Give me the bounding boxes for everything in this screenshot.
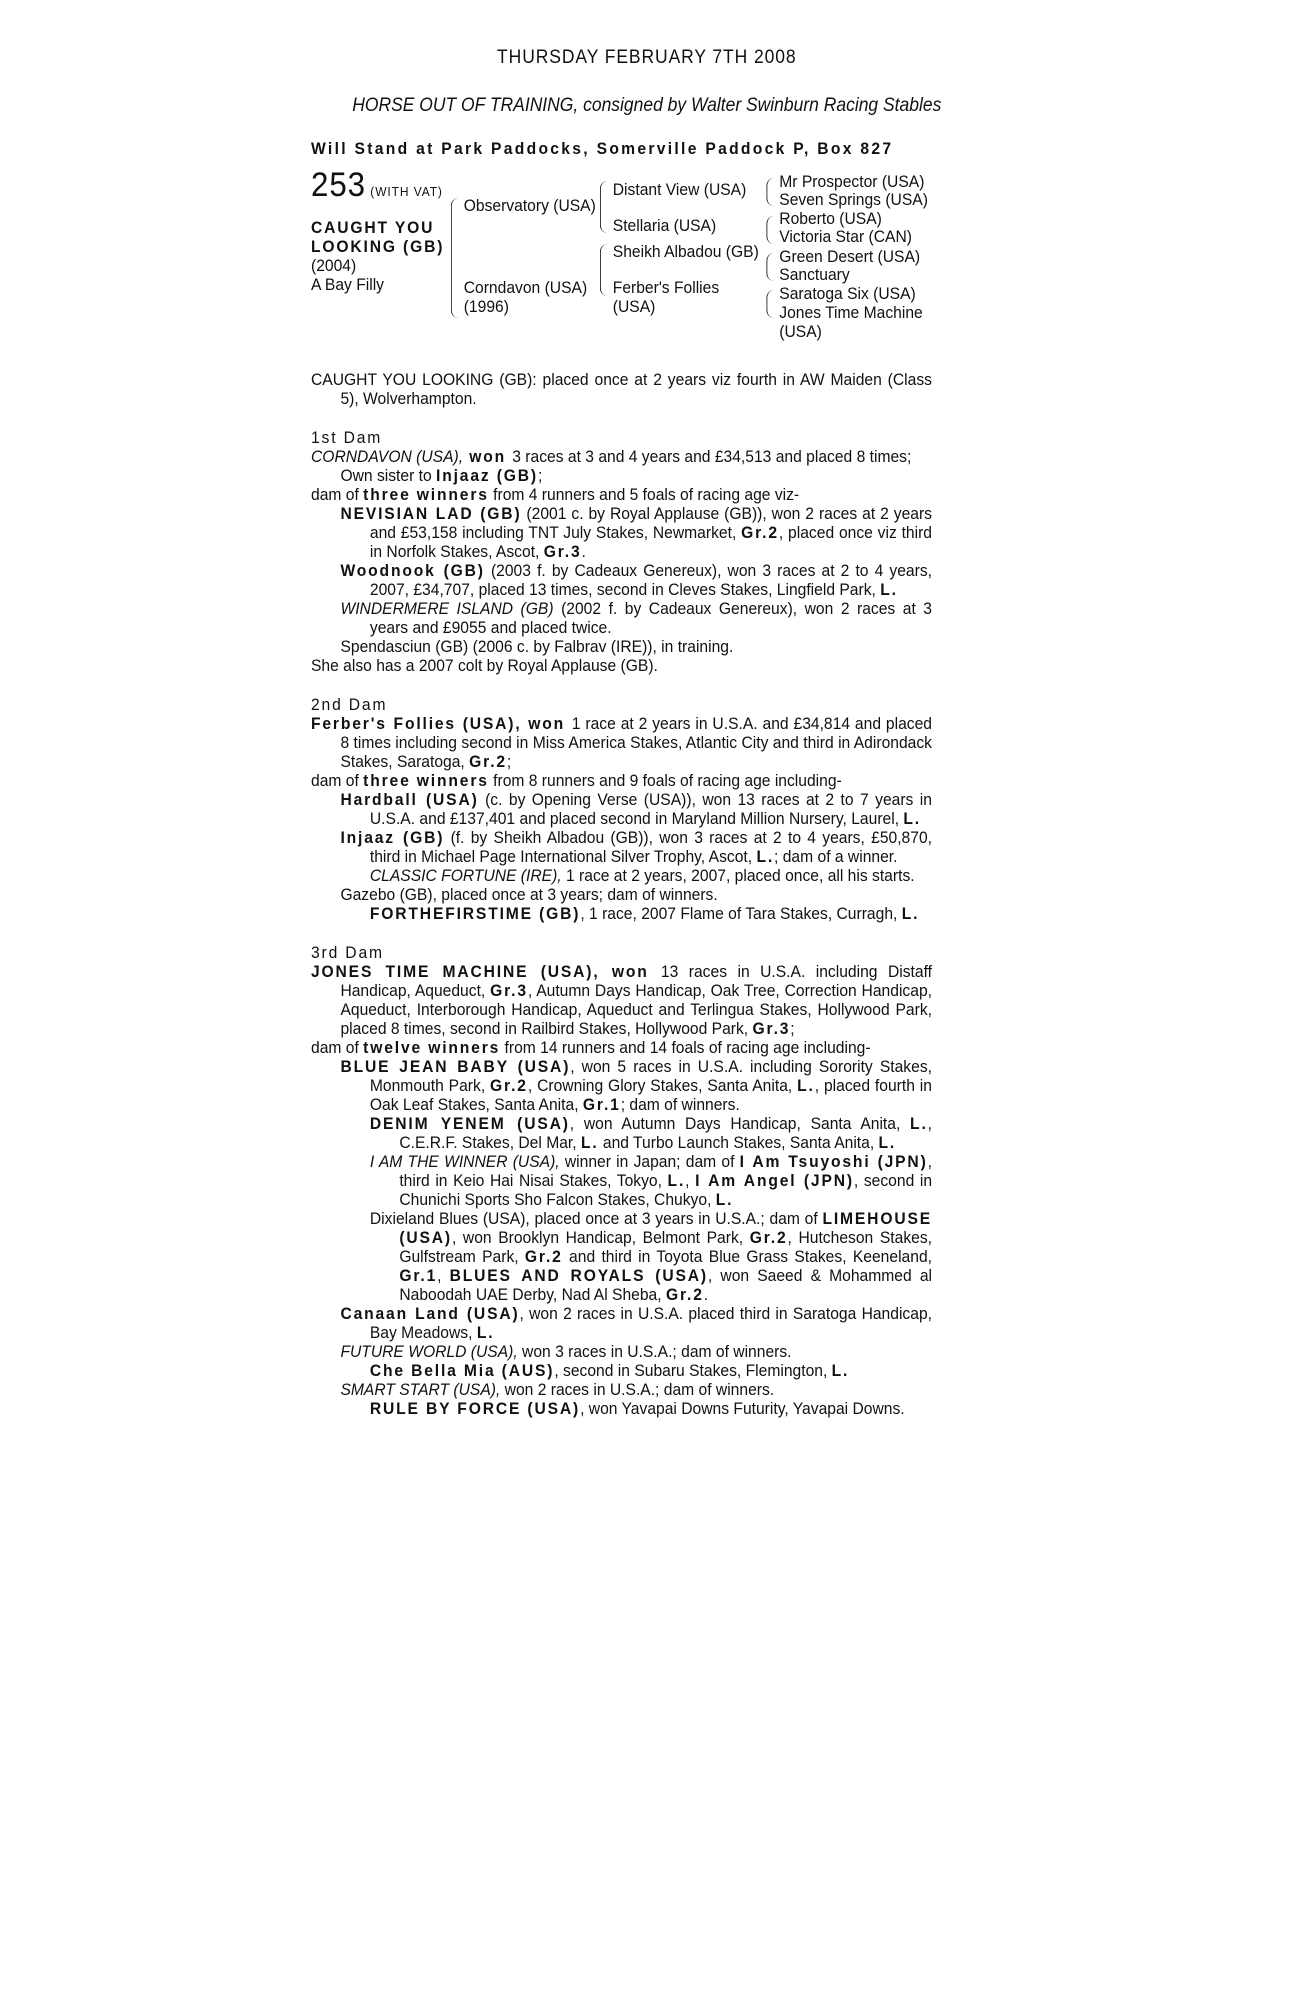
produce-entry <box>311 828 932 866</box>
produce-name: WINDERMERE ISLAND (GB) <box>340 599 554 618</box>
produce-name: DENIM YENEM (USA) <box>369 1114 570 1133</box>
produce-name: I Am Angel (JPN) <box>695 1171 854 1190</box>
first-dam-text: 3 races at 3 and 4 years and £34,513 and placed 8 times; <box>512 447 912 466</box>
listed: L. <box>910 1114 928 1133</box>
dam-sire: Sheikh Albadou (GB) <box>612 242 759 261</box>
summary-horse-name: CAUGHT YOU LOOKING (GB): <box>311 370 537 389</box>
produce-text: , <box>685 1171 696 1190</box>
grade: Gr.2 <box>665 1285 704 1304</box>
first-dam-heading: 1st Dam <box>311 428 383 447</box>
produce-name: BLUE JEAN BABY (USA) <box>340 1057 571 1076</box>
dam-dam-line1: Ferber's Follies <box>612 278 720 297</box>
won-word: won <box>521 714 572 733</box>
listed: L. <box>878 1133 897 1152</box>
pedigree-brace-2a <box>600 181 610 233</box>
winners-count: three winners <box>363 771 489 790</box>
produce-entry <box>311 866 932 885</box>
pedigree-brace-3b <box>766 216 776 244</box>
produce-entry <box>311 599 932 637</box>
second-dam-text: ; <box>506 752 512 771</box>
horse-name-line2: LOOKING (GB) <box>311 237 445 256</box>
dam-of-prefix: dam of <box>311 771 364 790</box>
sdd: Victoria Star (CAN) <box>779 227 912 246</box>
produce-text: Dixieland Blues (USA), placed once at 3 years in U.S.A.; dam of <box>369 1209 823 1228</box>
dam-of-suffix: from 4 runners and 5 foals of racing age viz- <box>488 485 800 504</box>
produce-text: , <box>437 1266 450 1285</box>
grade: Gr.2 <box>741 523 779 542</box>
third-dam-record <box>311 962 932 1038</box>
winners-count: twelve winners <box>363 1038 501 1057</box>
listed: L. <box>831 1361 850 1380</box>
won-word: won <box>463 447 513 466</box>
third-dam-produce-summary <box>311 1038 932 1057</box>
dam-year: (1996) <box>463 297 509 316</box>
produce-entry <box>311 1057 932 1114</box>
produce-text: , won Brooklyn Handicap, Belmont Park, <box>451 1228 750 1247</box>
second-dam-heading: 2nd Dam <box>311 695 388 714</box>
listed: L. <box>715 1190 734 1209</box>
produce-note: She also has a 2007 colt by Royal Applause (GB). <box>311 656 658 675</box>
third-dam-name: JONES TIME MACHINE (USA), <box>311 962 600 981</box>
produce-text: Gazebo (GB), placed once at 3 years; dam of winners. <box>340 885 718 904</box>
sss: Mr Prospector (USA) <box>779 172 925 191</box>
listed: L. <box>903 809 921 828</box>
listed: L. <box>880 580 898 599</box>
produce-text: , second in Chunichi Sports Sho Falcon Stakes, Chukyo, <box>399 1171 933 1209</box>
grade: Gr.2 <box>524 1247 563 1266</box>
produce-text: , Crowning Glory Stakes, Santa Anita, <box>527 1076 798 1095</box>
second-dam-record <box>311 714 932 771</box>
produce-text: , won Yavapai Downs Futurity, Yavapai Downs. <box>580 1399 905 1418</box>
produce-text: , third in Keio Hai Nisai Stakes, Tokyo, <box>399 1152 932 1190</box>
produce-name: LIMEHOUSE (USA) <box>399 1209 932 1247</box>
produce-text: , placed once viz third in Norfolk Stakes, Ascot, <box>369 523 932 561</box>
grade: Gr.3 <box>752 1019 791 1038</box>
dam: Corndavon (USA) <box>463 278 588 297</box>
sister-name: Injaaz (GB) <box>436 466 538 485</box>
sire-sire: Distant View (USA) <box>612 180 747 199</box>
dds: Saratoga Six (USA) <box>779 284 916 303</box>
dam-of-prefix: dam of <box>311 1038 364 1057</box>
grade: Gr.2 <box>749 1228 788 1247</box>
produce-text: , won 2 races in U.S.A. placed third in Saratoga Handicap, Bay Meadows, <box>369 1304 932 1342</box>
produce-text: , C.E.R.F. Stakes, Del Mar, <box>399 1114 932 1152</box>
listed: L. <box>756 847 775 866</box>
dam-of-suffix: from 14 runners and 14 foals of racing age including- <box>500 1038 871 1057</box>
first-dam-produce-summary <box>311 485 932 504</box>
pedigree-brace-2b <box>600 244 610 296</box>
dsd: Sanctuary <box>779 265 850 284</box>
produce-name: RULE BY FORCE (USA) <box>369 1399 581 1418</box>
produce-text: . <box>581 542 586 561</box>
produce-name: FORTHEFIRSTIME (GB) <box>369 904 581 923</box>
ddd-line1: Jones Time Machine <box>779 303 923 322</box>
sister-prefix: Own sister to <box>340 466 437 485</box>
produce-text: (c. by Opening Verse (USA)), won 13 races at 2 to 7 years in U.S.A. and £137,401 and placed second in Maryland Million Nursery, Laurel, <box>369 790 932 828</box>
produce-entry <box>311 1399 932 1418</box>
grade: Gr.3 <box>543 542 582 561</box>
produce-text: Spendasciun (GB) (2006 c. by Falbrav (IRE)), in training. <box>340 637 734 656</box>
won-word: won <box>599 962 661 981</box>
third-dam-text: 13 races in U.S.A. including Distaff Handicap, Aqueduct, <box>340 962 932 1000</box>
sire: Observatory (USA) <box>463 196 596 215</box>
listed: L. <box>667 1171 686 1190</box>
produce-text: 1 race at 2 years, 2007, placed once, all his starts. <box>561 866 915 885</box>
listed: L. <box>901 904 920 923</box>
ssd: Seven Springs (USA) <box>779 190 928 209</box>
produce-entry <box>311 1114 932 1152</box>
sds: Roberto (USA) <box>779 209 882 228</box>
pedigree-brace-1 <box>451 198 461 318</box>
produce-text: , won 5 races in U.S.A. including Sorority Stakes, Monmouth Park, <box>369 1057 932 1095</box>
listed: L. <box>476 1323 495 1342</box>
produce-text: winner in Japan; dam of <box>559 1152 740 1171</box>
grade: Gr.2 <box>490 1076 528 1095</box>
racing-summary <box>311 370 932 408</box>
second-dam-name: Ferber's Follies (USA), <box>311 714 522 733</box>
produce-text: , won Autumn Days Handicap, Santa Anita, <box>569 1114 911 1133</box>
produce-text: , placed fourth in Oak Leaf Stakes, Santa Anita, <box>369 1076 932 1114</box>
sale-date: THURSDAY FEBRUARY 7TH 2008 <box>497 47 797 68</box>
third-dam-text: ; <box>790 1019 795 1038</box>
produce-entry <box>311 1380 932 1399</box>
sister-suffix: ; <box>537 466 543 485</box>
sire-dam: Stellaria (USA) <box>612 216 717 235</box>
third-dam-heading: 3rd Dam <box>311 943 384 962</box>
listed: L. <box>797 1076 815 1095</box>
produce-name: Injaaz (GB) <box>340 828 445 847</box>
grade: Gr.1 <box>399 1266 438 1285</box>
produce-entry <box>311 1361 932 1380</box>
produce-name: Che Bella Mia (AUS) <box>369 1361 555 1380</box>
produce-entry <box>311 561 932 599</box>
produce-name: Canaan Land (USA) <box>340 1304 520 1323</box>
produce-entry <box>311 637 932 656</box>
ddd-line2: (USA) <box>779 322 822 341</box>
produce-text: and third in Toyota Blue Grass Stakes, Keeneland, <box>562 1247 932 1266</box>
produce-entry <box>311 790 932 828</box>
produce-text: (2002 f. by Cadeaux Genereux), won 2 races at 3 years and £9055 and placed twice. <box>369 599 932 637</box>
winners-count: three winners <box>363 485 489 504</box>
produce-text: . <box>703 1285 709 1304</box>
produce-entry <box>311 504 932 561</box>
produce-entry <box>311 1209 932 1304</box>
pedigree-brace-3c <box>766 253 776 281</box>
produce-name: I Am Tsuyoshi (JPN) <box>739 1152 928 1171</box>
pedigree-brace-3a <box>766 178 776 206</box>
produce-text: , 1 race, 2007 Flame of Tara Stakes, Curragh, <box>580 904 902 923</box>
pedigree-table <box>311 166 932 362</box>
produce-text: ; dam of a winner. <box>774 847 898 866</box>
catalogue-page <box>311 47 942 1418</box>
listed: L. <box>580 1133 599 1152</box>
pedigree-brace-3d <box>766 290 776 318</box>
summary-text: placed once at 2 years viz fourth in AW Maiden (Class 5), Wolverhampton. <box>340 370 932 408</box>
grade: Gr.2 <box>469 752 507 771</box>
produce-name: Woodnook (GB) <box>340 561 485 580</box>
produce-name: I AM THE WINNER (USA), <box>369 1152 560 1171</box>
lot-header <box>311 166 443 204</box>
grade: Gr.3 <box>490 981 528 1000</box>
foaling-year: (2004) <box>311 256 357 275</box>
produce-entry <box>311 885 932 904</box>
produce-name: Hardball (USA) <box>340 790 479 809</box>
grade: Gr.1 <box>582 1095 621 1114</box>
horse-description: A Bay Filly <box>311 275 385 294</box>
first-dam-name: CORNDAVON (USA), <box>311 447 464 466</box>
produce-name: NEVISIAN LAD (GB) <box>340 504 522 523</box>
produce-name: FUTURE WORLD (USA), <box>340 1342 518 1361</box>
produce-name: SMART START (USA), <box>340 1380 501 1399</box>
dam-dam-line2: (USA) <box>612 297 656 316</box>
lot-number: 253 <box>311 166 366 204</box>
produce-entry <box>311 1152 932 1209</box>
produce-text: (2003 f. by Cadeaux Genereux), won 3 races at 2 to 4 years, 2007, £34,707, placed 13 times, second in Cleves Stakes, Lingfield Park, <box>369 561 932 599</box>
third-dam-text: , Autumn Days Handicap, Oak Tree, Correction Handicap, Aqueduct, Interborough Handicap, Aqueduct and Terlingua Stakes, Hollywood Park, placed 8 times, second in Railbird Stakes, Hollywood Park, <box>340 981 932 1038</box>
produce-entry <box>311 1342 932 1361</box>
produce-text: , second in Subaru Stakes, Flemington, <box>554 1361 832 1380</box>
produce-entry <box>311 904 932 923</box>
consignment-line: HORSE OUT OF TRAINING, consigned by Walter Swinburn Racing Stables <box>352 95 942 116</box>
horse-name <box>311 218 444 294</box>
stand-location: Will Stand at Park Paddocks, Somerville Paddock P, Box 827 <box>311 139 894 158</box>
vat-note: (WITH VAT) <box>370 184 443 199</box>
produce-name: BLUES AND ROYALS (USA) <box>449 1266 708 1285</box>
first-dam-record <box>311 447 932 466</box>
first-dam-sister <box>311 466 932 485</box>
produce-text: and Turbo Launch Stakes, Santa Anita, <box>598 1133 879 1152</box>
produce-entry <box>311 1304 932 1342</box>
second-dam-produce-summary <box>311 771 932 790</box>
produce-text: (f. by Sheikh Albadou (GB)), won 3 races at 2 to 4 years, £50,870, third in Michael Page International Silver Trophy, Ascot, <box>369 828 933 866</box>
dam-of-prefix: dam of <box>311 485 364 504</box>
produce-text: ; dam of winners. <box>620 1095 740 1114</box>
horse-name-line1: CAUGHT YOU <box>311 218 435 237</box>
produce-text: , won Saeed & Mohammed al Naboodah UAE Derby, Nad Al Sheba, <box>399 1266 932 1304</box>
dss: Green Desert (USA) <box>779 247 921 266</box>
second-dam-text: 1 race at 2 years in U.S.A. and £34,814 and placed 8 times including second in Miss America Stakes, Atlantic City and third in Adirondack Stakes, Saratoga, <box>340 714 932 771</box>
produce-text: (2001 c. by Royal Applause (GB)), won 2 races at 2 years and £53,158 including TNT July Stakes, Newmarket, <box>369 504 932 542</box>
produce-name: CLASSIC FORTUNE (IRE), <box>369 866 562 885</box>
produce-text: won 3 races in U.S.A.; dam of winners. <box>517 1342 792 1361</box>
produce-text: , Hutcheson Stakes, Gulfstream Park, <box>399 1228 932 1266</box>
dam-of-suffix: from 8 runners and 9 foals of racing age including- <box>488 771 842 790</box>
produce-text: won 2 races in U.S.A.; dam of winners. <box>500 1380 775 1399</box>
